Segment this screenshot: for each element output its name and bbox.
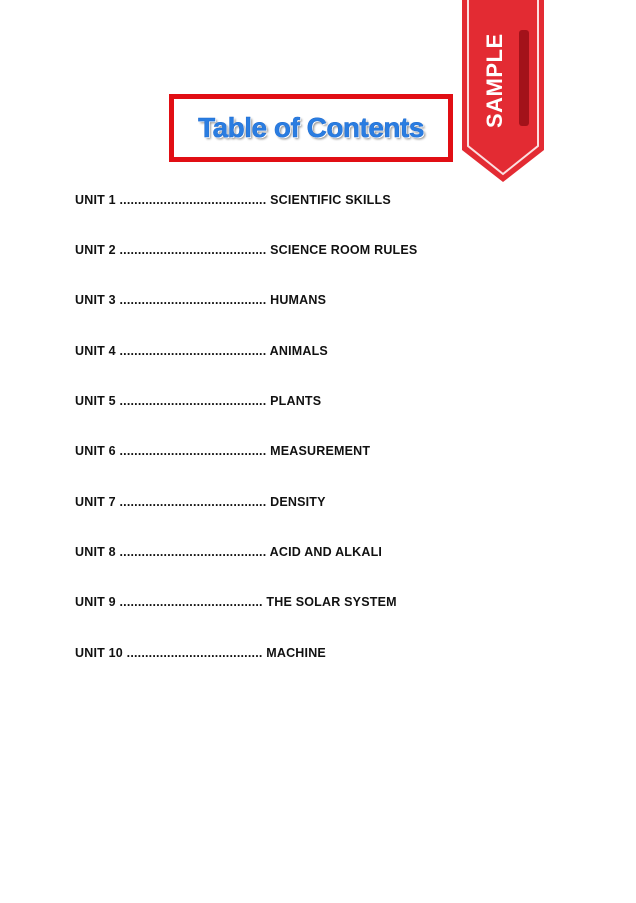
unit-number: UNIT 9 — [75, 595, 116, 609]
dot-leader: ....................................... — [119, 595, 263, 609]
unit-topic: THE SOLAR SYSTEM — [266, 595, 397, 609]
dot-leader: ........................................ — [119, 193, 267, 207]
sample-label: SAMPLE — [482, 33, 507, 128]
toc-entry — [75, 595, 397, 609]
toc-entry — [75, 394, 321, 408]
dot-leader: ........................................ — [119, 545, 267, 559]
dot-leader: ........................................ — [119, 394, 267, 408]
unit-topic: PLANTS — [270, 394, 322, 408]
dot-leader: ........................................ — [119, 344, 267, 358]
toc-entry — [75, 444, 370, 458]
unit-number: UNIT 5 — [75, 394, 116, 408]
unit-number: UNIT 2 — [75, 243, 116, 257]
unit-topic: MEASUREMENT — [270, 444, 371, 458]
unit-number: UNIT 7 — [75, 495, 116, 509]
toc-entry — [75, 243, 417, 257]
dot-leader: ........................................ — [119, 243, 267, 257]
unit-number: UNIT 10 — [75, 646, 123, 660]
dot-leader: ..................................... — [126, 646, 263, 660]
toc-entry — [75, 293, 326, 307]
unit-topic: SCIENCE ROOM RULES — [270, 243, 418, 257]
unit-number: UNIT 6 — [75, 444, 116, 458]
toc-entry — [75, 646, 326, 660]
unit-topic: ACID AND ALKALI — [269, 545, 383, 559]
unit-topic: MACHINE — [266, 646, 326, 660]
unit-number: UNIT 4 — [75, 344, 116, 358]
dot-leader: ........................................ — [119, 444, 267, 458]
toc-entry — [75, 344, 328, 358]
unit-topic: DENSITY — [270, 495, 326, 509]
dot-leader: ........................................ — [119, 293, 267, 307]
unit-number: UNIT 8 — [75, 545, 116, 559]
title-box — [169, 94, 453, 162]
toc-entry — [75, 193, 391, 207]
unit-number: UNIT 3 — [75, 293, 116, 307]
unit-topic: SCIENTIFIC SKILLS — [270, 193, 391, 207]
unit-number: UNIT 1 — [75, 193, 116, 207]
toc-entry — [75, 495, 326, 509]
ribbon-watermark-strip — [519, 30, 529, 126]
unit-topic: ANIMALS — [269, 344, 328, 358]
dot-leader: ........................................ — [119, 495, 267, 509]
toc-entry — [75, 545, 382, 559]
page-title: Table of Contents — [198, 112, 424, 143]
sample-ribbon-badge — [462, 0, 544, 182]
unit-topic: HUMANS — [270, 293, 327, 307]
